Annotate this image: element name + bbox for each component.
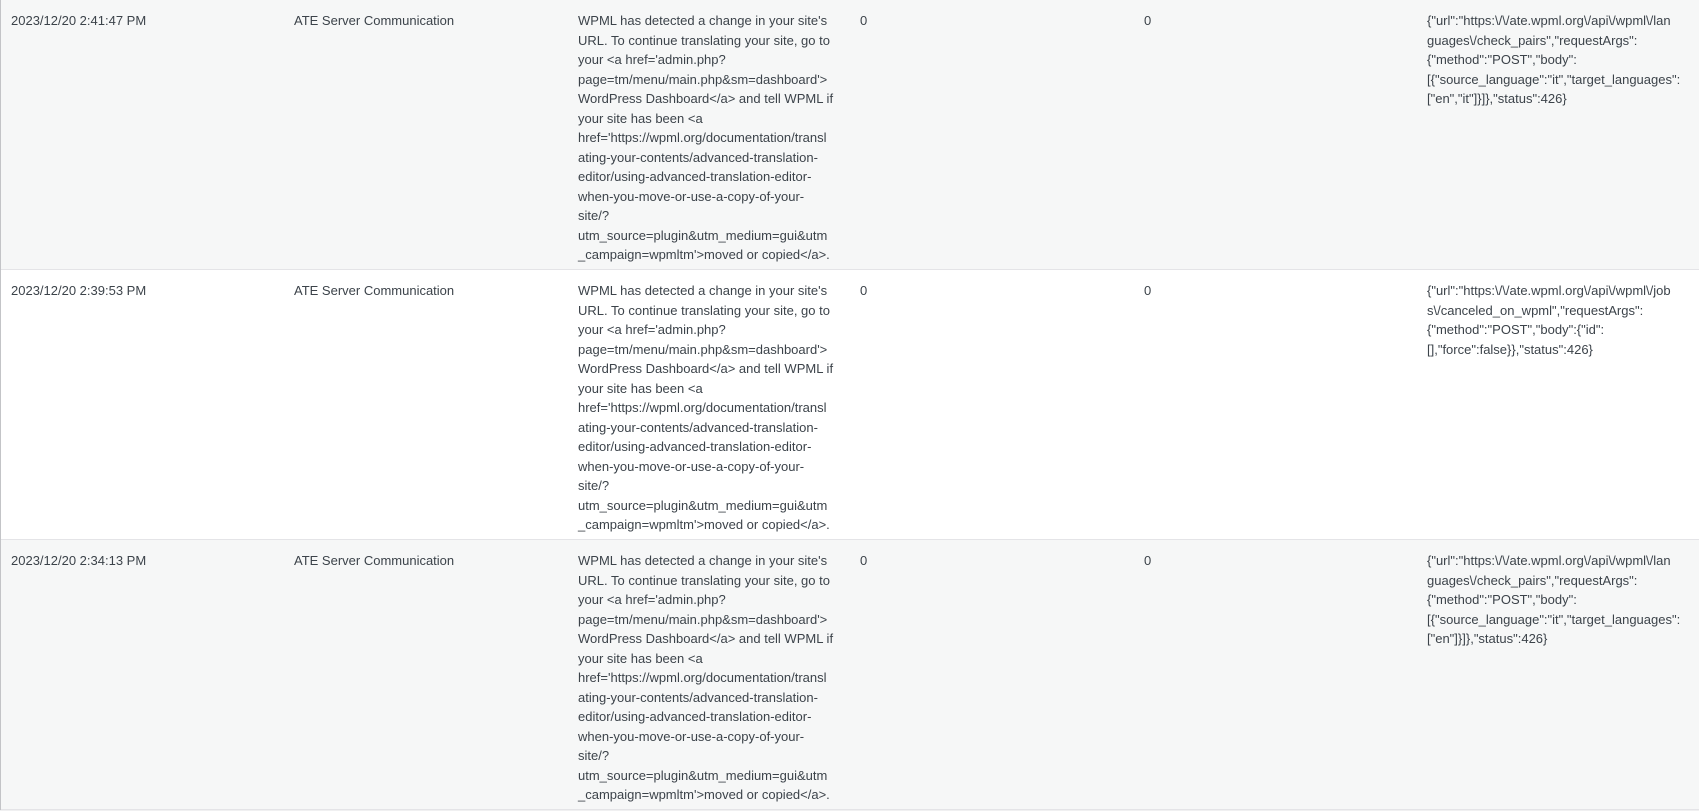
log-date: 2023/12/20 2:34:13 PM bbox=[11, 553, 147, 568]
table-row bbox=[1, 540, 1699, 810]
log-count: 0 bbox=[1144, 283, 1152, 298]
log-count: 0 bbox=[1144, 553, 1152, 568]
log-description: WPML has detected a change in your site's URL. To continue translating your site, go to your <a href='admin.php? page=tm/menu/main.php&sm=dashboard'> WordPress Dashboard</a> and tell WPML if your site has been <a href='https://wpml.org/documentation/transl ating-your-contents/advanced-translation- editor/using-advanced-translation-editor- when-you-move-or-use-a-copy-of-your- site/? utm_source=plugin&utm_medium=gui&utm _campaign=wpmltm'>moved or copied</a>. bbox=[578, 553, 834, 802]
log-count: 0 bbox=[860, 553, 868, 568]
table-row bbox=[1, 0, 1699, 270]
log-description: WPML has detected a change in your site's URL. To continue translating your site, go to your <a href='admin.php? page=tm/menu/main.php&sm=dashboard'> WordPress Dashboard</a> and tell WPML if your site has been <a href='https://wpml.org/documentation/transl ating-your-contents/advanced-translation- editor/using-advanced-translation-editor- when-you-move-or-use-a-copy-of-your- site/? utm_source=plugin&utm_medium=gui&utm _campaign=wpmltm'>moved or copied</a>. bbox=[578, 283, 834, 532]
log-extra-data: {"url":"https:\/\/ate.wpml.org\/api\/wpml\/lan guages\/check_pairs","requestArgs": {"method":"POST","body": [{"source_language":"it","target_languages": ["en"]}]},"status":426} bbox=[1427, 553, 1681, 646]
log-count: 0 bbox=[860, 13, 868, 28]
log-count: 0 bbox=[860, 283, 868, 298]
log-extra-data: {"url":"https:\/\/ate.wpml.org\/api\/wpml\/lan guages\/check_pairs","requestArgs": {"method":"POST","body": [{"source_language":"it","target_languages": ["en","it"]}]},"status":426} bbox=[1427, 13, 1681, 106]
log-count: 0 bbox=[1144, 13, 1152, 28]
table-row bbox=[1, 270, 1699, 540]
log-extra-data: {"url":"https:\/\/ate.wpml.org\/api\/wpml\/job s\/canceled_on_wpml","requestArgs": {"method":"POST","body":{"id": [],"force":false}},"status":426} bbox=[1427, 283, 1671, 357]
log-component: ATE Server Communication bbox=[294, 283, 455, 298]
log-date: 2023/12/20 2:41:47 PM bbox=[11, 13, 147, 28]
log-date: 2023/12/20 2:39:53 PM bbox=[11, 283, 147, 298]
log-description: WPML has detected a change in your site's URL. To continue translating your site, go to your <a href='admin.php? page=tm/menu/main.php&sm=dashboard'> WordPress Dashboard</a> and tell WPML if your site has been <a href='https://wpml.org/documentation/transl ating-your-contents/advanced-translation- editor/using-advanced-translation-editor- when-you-move-or-use-a-copy-of-your- site/? utm_source=plugin&utm_medium=gui&utm _campaign=wpmltm'>moved or copied</a>. bbox=[578, 13, 834, 262]
log-component: ATE Server Communication bbox=[294, 13, 455, 28]
log-component: ATE Server Communication bbox=[294, 553, 455, 568]
